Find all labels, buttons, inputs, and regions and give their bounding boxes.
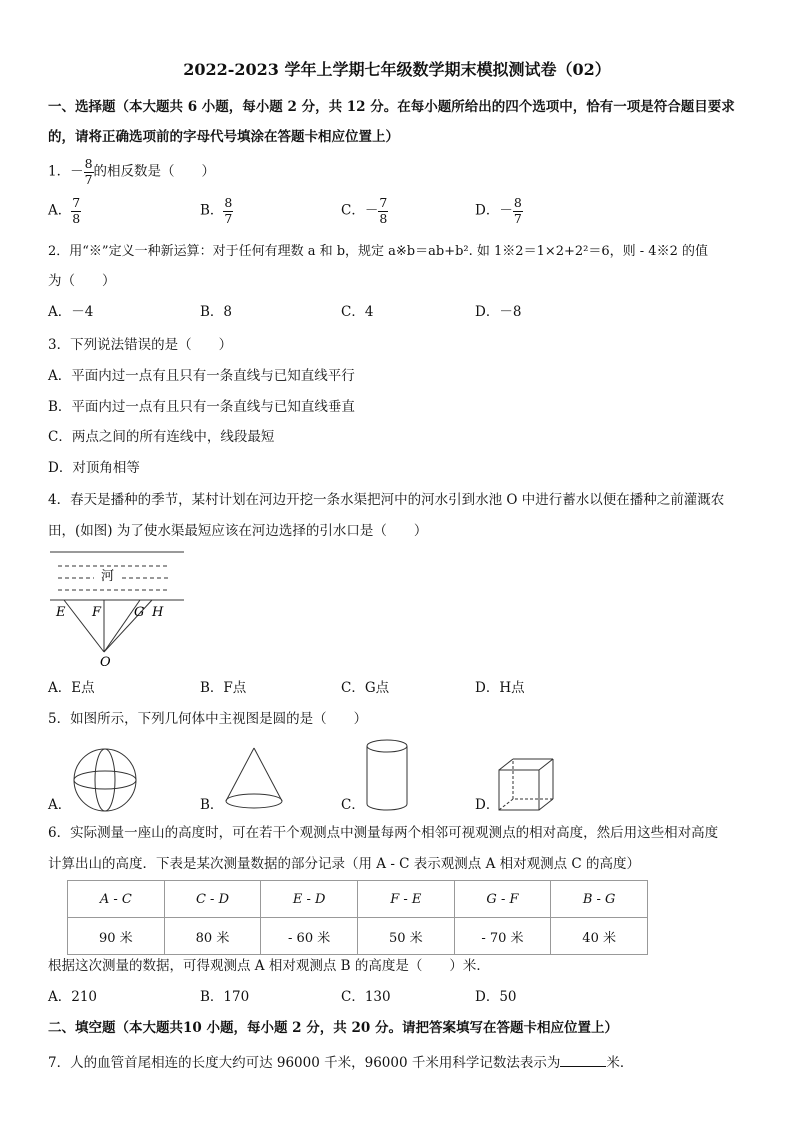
table-cell: 40 米 — [551, 918, 648, 955]
river-diagram — [48, 548, 188, 670]
q2-option-c[interactable]: C．4 — [341, 304, 374, 320]
point-G: G — [134, 605, 145, 620]
q7-suffix: 米． — [606, 1055, 634, 1071]
table-header-cell: B - G — [551, 881, 648, 918]
table-header-cell: G - F — [454, 881, 551, 918]
cylinder-figure[interactable] — [364, 738, 410, 814]
cone-figure[interactable] — [222, 745, 286, 813]
table-row — [68, 918, 648, 955]
question-2-line2: 为（ ） — [48, 273, 116, 289]
q4-option-c[interactable]: C．G点 — [341, 680, 390, 696]
q1-option-a[interactable]: A． $\frac{7}{8}$ — [48, 195, 81, 226]
question-2-line1: 2．用“※”定义一种新运算：对于任何有理数 a 和 b，规定 a※b＝ab+b². 如 1※2＝1×2+2²＝6，则 - 4※2 的值 — [48, 244, 708, 259]
table-cell: 80 米 — [164, 918, 261, 955]
question-7 — [48, 1054, 633, 1071]
cube-figure[interactable] — [497, 757, 557, 813]
section1-heading-line1: 一、选择题（本大题共 6 小题，每小题 2 分，共 12 分。在每小题所给出的四个选项中，恰有一项是符合题目要求 — [48, 99, 735, 115]
question-5-stem: 5．如图所示，下列几何体中主视图是圆的是（ ） — [48, 711, 368, 727]
point-O: O — [100, 655, 111, 670]
question-1-stem — [48, 158, 215, 186]
q4-option-b[interactable]: B．F点 — [200, 680, 247, 696]
q4-option-d[interactable]: D．H点 — [475, 680, 525, 696]
q4-option-a[interactable]: A．E点 — [48, 680, 95, 696]
q7-answer-blank[interactable] — [560, 1054, 606, 1067]
q2-option-d[interactable]: D．－8 — [475, 304, 522, 320]
q5-option-d-label[interactable]: D． — [475, 797, 500, 813]
section1-heading-line2: 的，请将正确选项前的字母代号填涂在答题卡相应位置上） — [48, 129, 399, 145]
q6-option-b[interactable]: B．170 — [200, 989, 250, 1005]
q3-option-c[interactable]: C．两点之间的所有连线中，线段最短 — [48, 429, 275, 445]
q1-prefix: 1．－ — [48, 163, 84, 180]
table-header-cell: A - C — [68, 881, 165, 918]
q6-option-d[interactable]: D．50 — [475, 989, 517, 1005]
q6-option-c[interactable]: C．130 — [341, 989, 391, 1005]
section2-heading: 二、填空题（本大题共10 小题，每小题 2 分，共 20 分。请把答案填写在答题卡相应位置上） — [48, 1020, 618, 1036]
question-4-line2: 田，(如图) 为了使水渠最短应该在河边选择的引水口是（ ） — [48, 523, 428, 539]
table-cell: 50 米 — [357, 918, 454, 955]
q3-option-b[interactable]: B．平面内过一点有且只有一条直线与已知直线垂直 — [48, 399, 355, 415]
q1-option-b[interactable]: B． $\frac{8}{7}$ — [200, 195, 233, 226]
question-6-question: 根据这次测量的数据，可得观测点 A 相对观测点 B 的高度是（ ）米． — [48, 958, 490, 974]
question-4-line1: 4．春天是播种的季节，某村计划在河边开挖一条水渠把河中的河水引到水池 O 中进行蓄水以便在播种之前灌溉农 — [48, 492, 725, 508]
table-header-cell: C - D — [164, 881, 261, 918]
q5-option-b-label[interactable]: B． — [200, 797, 224, 813]
table-header-row — [68, 881, 648, 918]
measurement-table — [67, 880, 648, 955]
table-cell: - 70 米 — [454, 918, 551, 955]
sphere-figure[interactable] — [70, 745, 140, 815]
q1-fraction: $\frac{8}{7}$ — [84, 156, 93, 187]
river-label: 河 — [101, 569, 115, 584]
q1-option-d[interactable]: D．－ $\frac{8}{7}$ — [475, 195, 522, 226]
question-6-line1: 6．实际测量一座山的高度时，可在若干个观测点中测量每两个相邻可视观测点的相对高度，然后用这些相对高度 — [48, 825, 719, 841]
q3-option-a[interactable]: A．平面内过一点有且只有一条直线与已知直线平行 — [48, 368, 355, 384]
q2-option-a[interactable]: A．－4 — [48, 304, 94, 320]
q5-option-c-label[interactable]: C． — [341, 797, 365, 813]
point-E: E — [56, 605, 66, 620]
q3-option-d[interactable]: D．对顶角相等 — [48, 460, 140, 476]
table-header-cell: E - D — [261, 881, 358, 918]
q5-option-a-label[interactable]: A． — [48, 797, 72, 813]
page-title: 2022-2023 学年上学期七年级数学期末模拟测试卷（02） — [183, 60, 611, 79]
point-F: F — [92, 605, 102, 620]
table-cell: - 60 米 — [261, 918, 358, 955]
q1-option-c[interactable]: C．－ $\frac{7}{8}$ — [341, 195, 388, 226]
q7-text: 7．人的血管首尾相连的长度大约可达 96000 千米，96000 千米用科学记数法表示为 — [48, 1055, 561, 1071]
q1-suffix: 的相反数是（ ） — [93, 163, 216, 180]
q2-option-b[interactable]: B．8 — [200, 304, 233, 320]
question-3-stem: 3．下列说法错误的是（ ） — [48, 337, 233, 353]
point-H: H — [152, 605, 164, 620]
table-header-cell: F - E — [357, 881, 454, 918]
line-OH — [104, 600, 152, 652]
table-cell: 90 米 — [68, 918, 165, 955]
question-6-line2: 计算出山的高度．下表是某次测量数据的部分记录（用 A - C 表示观测点 A 相对观测点 C 的高度） — [48, 856, 641, 872]
q6-option-a[interactable]: A．210 — [48, 989, 98, 1005]
